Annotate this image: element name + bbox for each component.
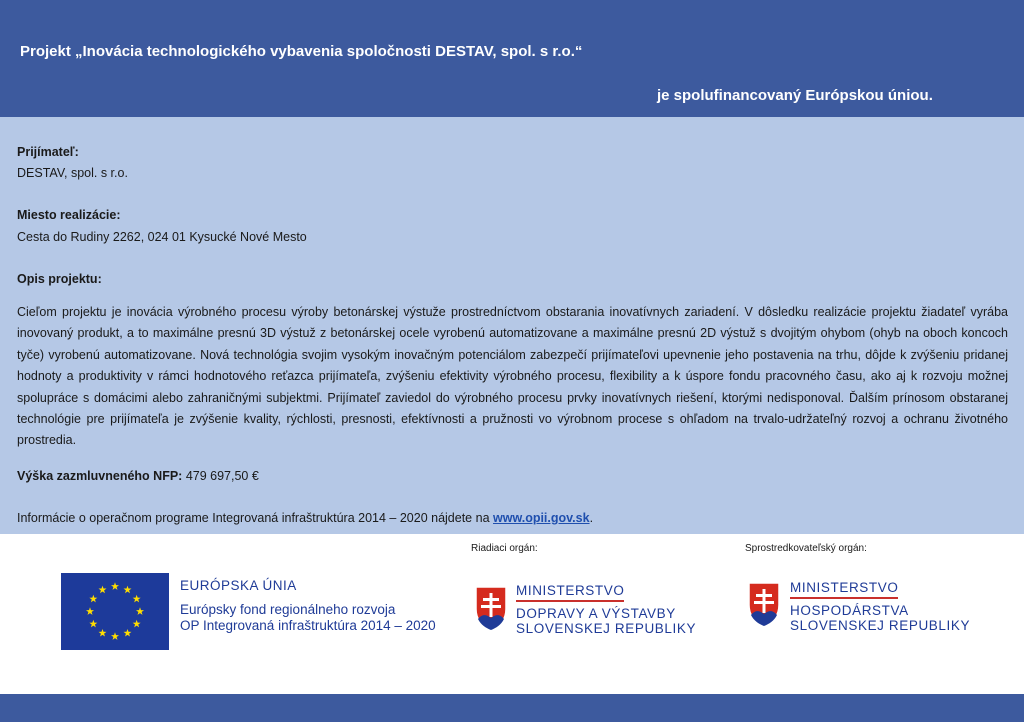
- project-info-panel: [0, 117, 1024, 534]
- location-label: Miesto realizácie:: [17, 208, 121, 222]
- managing-line3: SLOVENSKEJ REPUBLIKY: [516, 621, 697, 636]
- eu-star-icon: [86, 607, 94, 615]
- eu-star-icon: [89, 620, 97, 628]
- intermediate-body-caption: Sprostredkovateľský orgán:: [745, 543, 867, 554]
- eu-stars-icon: [61, 573, 169, 650]
- managing-line2: DOPRAVY A VÝSTAVBY: [516, 605, 676, 621]
- eu-star-icon: [89, 595, 97, 603]
- eu-star-icon: [124, 629, 132, 637]
- program-info-end: .: [589, 511, 594, 525]
- recipient-value: DESTAV, spol. s r.o.: [17, 166, 128, 180]
- footer-bar: [0, 694, 1024, 722]
- eu-logo-text: [180, 578, 436, 633]
- opii-link[interactable]: www.opii.gov.sk: [493, 511, 590, 525]
- recipient-label: Prijímateľ:: [17, 145, 79, 159]
- slovak-coat-of-arms-icon: [747, 581, 781, 627]
- description-text: Cieľom projektu je inovácia výrobného procesu výroby betonárskej výstuže prostredníctvom obstarania inovatívnych zariadení. V dôsledku realizácie projektu žiadateľ vyrába inovovaný produkt, a to maximálne presnú 3D výstuž z betonárskej ocele vyrobenú automatizovane a maximálne presnú 2D výstuž s dvojitým ohybom (ohyb na oboch koncoch tyče) vyrobenú automatizovane. Nová technológia svojim vysokým inovačným potenciálom zabezpečí prijímateľovi upevnenie jeho postavenia na trhu, dôjde k zvýšeniu pridanej hodnoty a produktivity v rámci hodnotového reťazca prijímateľa, zvýšeniu efektivity výrobného procesu, flexibility a k úspore fondu pracovného času, ako aj k rozvoju možnej spolupráce s domácimi alebo zahraničnými subjektmi. Prijímateľ zaviedol do výrobného procesu prvky inovatívnych riešení, ktorými nedisponoval. Ďalším prínosom obstaranej technológie pre prijímateľa je zvýšenie kvality, rýchlosti, presnosti, efektívnosti a pružnosti vo výrobnom procese s ohľadom na trvalo-udržateľný rozvoj a ochranu životného prostredia.: [17, 305, 1008, 448]
- eu-star-icon: [111, 632, 119, 640]
- eu-program-name: OP Integrovaná infraštruktúra 2014 – 2020: [180, 618, 436, 633]
- eu-fund-name: Európsky fond regionálneho rozvoja: [180, 602, 396, 617]
- intermediate-body-name: [790, 580, 970, 634]
- eu-star-icon: [124, 586, 132, 594]
- project-title: Projekt „Inovácia technologického vybavenia spoločnosti DESTAV, spol. s r.o.“: [20, 43, 583, 60]
- eu-star-icon: [99, 629, 107, 637]
- description-label: Opis projektu:: [17, 272, 102, 286]
- location-value: Cesta do Rudiny 2262, 024 01 Kysucké Nové Mesto: [17, 230, 307, 244]
- program-info-text: Informácie o operačnom programe Integrovaná infraštruktúra 2014 – 2020 nájdete na: [17, 511, 490, 525]
- intermediate-line1: MINISTERSTVO: [790, 580, 898, 599]
- intermediate-line2: HOSPODÁRSTVA: [790, 602, 909, 618]
- eu-name: EURÓPSKA ÚNIA: [180, 578, 297, 593]
- slovak-coat-of-arms-icon: [474, 585, 508, 631]
- program-info: [17, 511, 593, 525]
- managing-line1: MINISTERSTVO: [516, 583, 624, 602]
- managing-authority-name: [516, 583, 696, 637]
- eu-star-icon: [136, 607, 144, 615]
- logos-strip: [0, 534, 1024, 694]
- eu-star-icon: [133, 620, 141, 628]
- eu-star-icon: [99, 586, 107, 594]
- cofinancing-note: je spolufinancovaný Európskou úniou.: [657, 87, 933, 104]
- eu-star-icon: [133, 595, 141, 603]
- eu-flag-icon: [61, 573, 169, 650]
- managing-authority-caption: Riadiaci orgán:: [471, 543, 538, 554]
- nfp-amount: [17, 469, 259, 483]
- nfp-value: 479 697,50 €: [185, 469, 259, 483]
- nfp-label: Výška zazmluvneného NFP:: [17, 469, 183, 483]
- header-banner: [0, 0, 1024, 117]
- intermediate-line3: SLOVENSKEJ REPUBLIKY: [790, 618, 971, 633]
- eu-star-icon: [111, 582, 119, 590]
